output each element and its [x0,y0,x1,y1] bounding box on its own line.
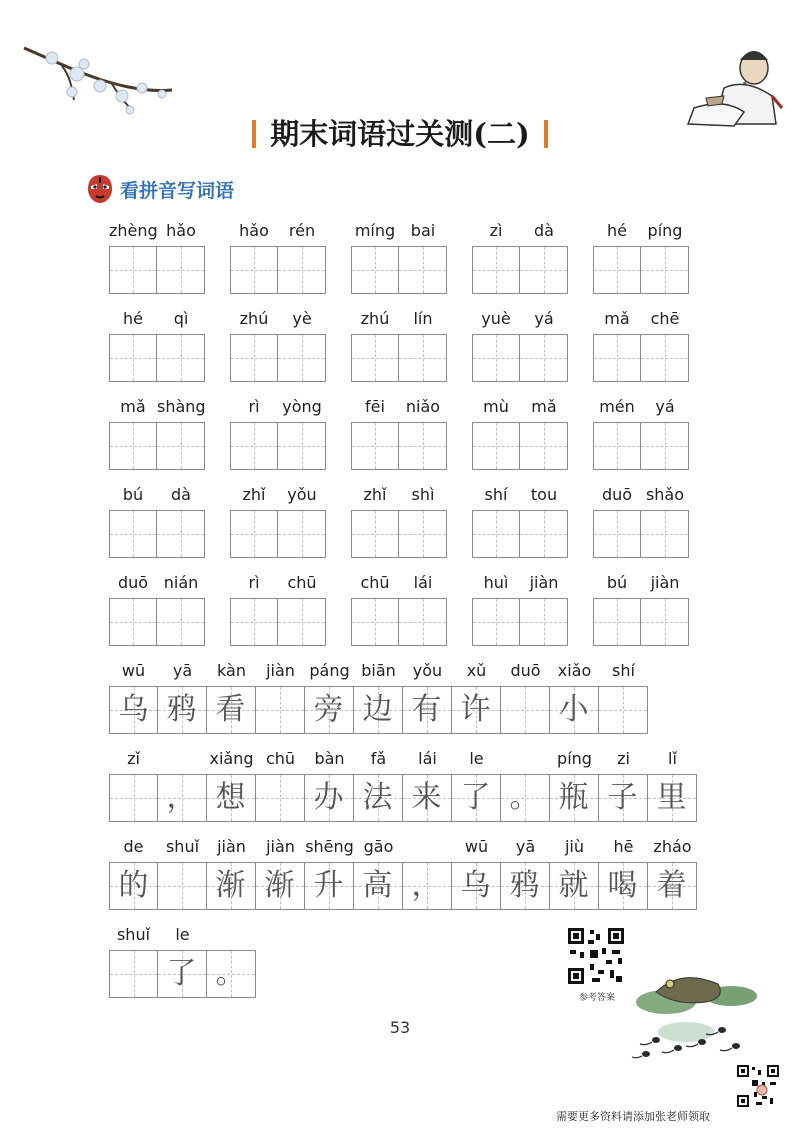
word-pinyin: duō [117,573,149,592]
word-pinyin: duō [601,485,633,504]
frog-tadpole-illustration [626,962,772,1062]
passage-cell[interactable] [207,774,256,822]
section-header [86,174,234,204]
word-pinyin: rén [288,221,316,240]
word-pinyin: zhú [360,309,390,328]
passage-cell[interactable] [501,862,550,910]
answer-box[interactable] [230,334,278,382]
answer-box[interactable] [351,422,399,470]
passage-character [110,951,157,997]
passage-pinyin: xiǎo [557,661,592,680]
passage-character: ， [166,780,197,815]
answer-qr-code [566,926,626,986]
word-pinyin: yǒu [287,485,317,504]
passage-character [256,775,303,821]
answer-box[interactable] [278,246,326,294]
answer-box[interactable] [230,246,278,294]
passage-pinyin: yǒu [412,661,443,680]
answer-box[interactable] [520,598,568,646]
answer-box[interactable] [593,598,641,646]
answer-box[interactable] [351,246,399,294]
passage-cell[interactable] [158,862,207,910]
answer-box[interactable] [351,334,399,382]
page-title [0,112,800,153]
passage-character: 就 [558,868,589,903]
passage-character: 。 [215,956,246,991]
passage-pinyin: le [469,749,484,768]
answer-box[interactable] [593,422,641,470]
answer-box[interactable] [109,246,157,294]
answer-box[interactable] [641,422,689,470]
word-pinyin: yuè [481,309,511,328]
word-pinyin: zhú [239,309,269,328]
answer-box[interactable] [399,598,447,646]
passage-character: 想 [215,780,246,815]
passage-pinyin: le [175,925,190,944]
word-pinyin: dà [534,221,554,240]
word-pinyin: chū [287,573,317,592]
word-pinyin: zhǐ [363,485,387,504]
answer-box[interactable] [157,598,205,646]
passage-pinyin: fǎ [370,749,387,768]
passage-character: 边 [362,692,393,727]
passage-character: 许 [460,692,491,727]
answer-box[interactable] [157,510,205,558]
passage-pinyin: jiù [564,837,585,856]
passage-character: 看 [215,692,246,727]
passage-pinyin: wū [121,661,146,680]
word-pinyin: hé [607,221,627,240]
passage-pinyin: wū [464,837,489,856]
word-pinyin: dà [171,485,191,504]
answer-box[interactable] [157,422,205,470]
passage-character: ， [411,868,442,903]
passage-pinyin: shuǐ [116,925,151,944]
word-pinyin: mǎ [531,397,557,416]
word-pinyin: lái [413,573,433,592]
word-pinyin: píng [647,221,683,240]
passage-cell[interactable] [305,862,354,910]
passage-character: 升 [313,868,344,903]
passage-character: 鸦 [166,692,197,727]
passage-character [256,687,303,733]
word-pinyin: bai [410,221,436,240]
answer-box[interactable] [351,510,399,558]
answer-box[interactable] [230,598,278,646]
answer-box[interactable] [520,334,568,382]
passage-character: 。 [509,780,540,815]
passage-character: 乌 [118,692,149,727]
passage-cell[interactable] [354,686,403,734]
word-pinyin: rì [248,397,260,416]
passage-character: 鸦 [509,868,540,903]
passage-cell[interactable] [452,862,501,910]
passage-character: 了 [460,780,491,815]
passage-character: 高 [362,868,393,903]
answer-box[interactable] [230,422,278,470]
passage-cell[interactable] [452,686,501,734]
passage-cell[interactable] [599,862,648,910]
title-right-bar [544,120,548,148]
passage-pinyin: páng [309,661,350,680]
passage-cell[interactable] [305,774,354,822]
passage-cell[interactable] [501,774,550,822]
passage-cell[interactable] [256,686,305,734]
passage-pinyin: hē [613,837,634,856]
answer-box[interactable] [230,510,278,558]
footer-note: 需要更多资料请添加张老师领取 [556,1110,710,1123]
passage-character: 渐 [264,868,295,903]
passage-pinyin: jiàn [266,837,295,856]
passage-cell[interactable] [599,774,648,822]
word-pinyin: zhèng [109,221,158,240]
word-pinyin: hé [123,309,143,328]
answer-box[interactable] [593,334,641,382]
word-pinyin: jiàn [529,573,559,592]
passage-cell[interactable] [158,950,207,998]
passage-cell[interactable] [256,774,305,822]
passage-cell[interactable] [550,686,599,734]
passage-character [110,775,157,821]
answer-box[interactable] [278,422,326,470]
passage-character: 乌 [460,868,491,903]
passage-pinyin: zǐ [127,749,140,768]
opera-mask-icon [86,174,114,204]
passage-pinyin: xǔ [466,661,487,680]
qr-label: 参考答案 [578,993,615,1003]
answer-box[interactable] [278,334,326,382]
passage-cell[interactable] [550,862,599,910]
answer-box[interactable] [472,334,520,382]
word-pinyin: hǎo [239,221,269,240]
answer-box[interactable] [641,246,689,294]
passage-cell[interactable] [550,774,599,822]
word-pinyin: yá [655,397,675,416]
page-number: 53 [389,1018,411,1037]
answer-box[interactable] [399,246,447,294]
title-left-bar [252,120,256,148]
passage-pinyin: zháo [653,837,692,856]
passage-character [599,687,646,733]
passage-pinyin: duō [510,661,541,680]
answer-box[interactable] [109,422,157,470]
passage-character: 喝 [607,868,638,903]
passage-cell[interactable] [452,774,501,822]
passage-cell[interactable] [158,774,207,822]
passage-pinyin: de [123,837,144,856]
passage-cell[interactable] [109,862,158,910]
word-pinyin: shàng [157,397,206,416]
passage-pinyin: yā [515,837,536,856]
word-pinyin: fēi [365,397,385,416]
passage-cell[interactable] [109,950,158,998]
answer-box[interactable] [520,246,568,294]
answer-box[interactable] [399,334,447,382]
answer-box[interactable] [351,598,399,646]
passage-cell[interactable] [501,686,550,734]
answer-box[interactable] [593,510,641,558]
answer-box[interactable] [399,422,447,470]
answer-box[interactable] [109,334,157,382]
passage-cell[interactable] [354,862,403,910]
passage-pinyin: bàn [314,749,345,768]
section-label: 看拼音写词语 [120,179,235,202]
passage-pinyin: jiàn [266,661,295,680]
passage-pinyin: shēng [305,837,354,856]
answer-box[interactable] [472,246,520,294]
passage-pinyin: chū [265,749,296,768]
passage-character: 有 [411,692,442,727]
answer-box[interactable] [472,598,520,646]
answer-box[interactable] [109,510,157,558]
passage-cell[interactable] [207,862,256,910]
word-pinyin: shì [411,485,435,504]
passage-cell[interactable] [109,774,158,822]
passage-cell[interactable] [305,686,354,734]
word-pinyin: mén [599,397,635,416]
passage-cell[interactable] [648,862,697,910]
word-pinyin: hǎo [166,221,196,240]
passage-character: 的 [118,868,149,903]
answer-box[interactable] [520,510,568,558]
answer-box[interactable] [472,510,520,558]
page-title-text: 期末词语过关测(二) [270,117,530,151]
passage-character: 渐 [215,868,246,903]
passage-character: 着 [656,868,687,903]
word-pinyin: zì [489,221,503,240]
word-pinyin: chū [360,573,390,592]
passage-cell[interactable] [403,774,452,822]
passage-cell[interactable] [207,686,256,734]
passage-pinyin: biān [361,661,396,680]
passage-character: 瓶 [558,780,589,815]
passage-character: 了 [166,956,197,991]
word-pinyin: lín [413,309,433,328]
passage-cell[interactable] [354,774,403,822]
passage-pinyin: lái [418,749,437,768]
word-pinyin: yè [292,309,312,328]
passage-cell[interactable] [648,774,697,822]
passage-character: 里 [656,780,687,815]
contact-qr-code [736,1064,780,1108]
word-pinyin: chē [650,309,680,328]
word-pinyin: mǎ [604,309,630,328]
passage-pinyin: lǐ [668,749,677,768]
word-pinyin: shǎo [645,485,685,504]
answer-box[interactable] [593,246,641,294]
passage-cell[interactable] [403,862,452,910]
answer-box[interactable] [157,334,205,382]
word-pinyin: nián [163,573,199,592]
word-pinyin: niǎo [405,397,441,416]
passage-cell[interactable] [403,686,452,734]
passage-character [501,687,548,733]
word-pinyin: bú [606,573,628,592]
answer-box[interactable] [109,598,157,646]
passage-character: 小 [558,692,589,727]
word-pinyin: jiàn [650,573,680,592]
passage-character: 来 [411,780,442,815]
passage-pinyin: gāo [363,837,394,856]
answer-box[interactable] [641,510,689,558]
word-pinyin: bú [122,485,144,504]
answer-box[interactable] [157,246,205,294]
passage-character [158,863,205,909]
answer-box[interactable] [278,510,326,558]
passage-character: 旁 [313,692,344,727]
word-pinyin: rì [248,573,260,592]
passage-pinyin: píng [557,749,592,768]
word-pinyin: zhǐ [242,485,266,504]
answer-box[interactable] [278,598,326,646]
passage-character: 子 [607,780,638,815]
answer-box[interactable] [472,422,520,470]
passage-pinyin: shí [612,661,635,680]
word-pinyin: mǎ [120,397,146,416]
answer-box[interactable] [399,510,447,558]
word-pinyin: mù [483,397,509,416]
passage-cell[interactable] [158,686,207,734]
passage-pinyin: jiàn [217,837,246,856]
passage-cell[interactable] [109,686,158,734]
passage-pinyin: yā [172,661,193,680]
word-pinyin: míng [354,221,396,240]
passage-pinyin: kàn [217,661,246,680]
answer-box[interactable] [641,334,689,382]
passage-pinyin: zi [617,749,630,768]
word-pinyin: yá [534,309,554,328]
passage-cell[interactable] [207,950,256,998]
passage-character: 法 [362,780,393,815]
passage-pinyin: shuǐ [165,837,200,856]
word-pinyin: qì [173,309,189,328]
word-pinyin: yòng [282,397,322,416]
passage-cell[interactable] [599,686,648,734]
word-pinyin: huì [483,573,509,592]
passage-cell[interactable] [256,862,305,910]
answer-box[interactable] [520,422,568,470]
word-pinyin: tou [530,485,558,504]
passage-character: 办 [313,780,344,815]
passage-pinyin: xiǎng [209,749,254,768]
word-pinyin: shí [484,485,508,504]
answer-box[interactable] [641,598,689,646]
